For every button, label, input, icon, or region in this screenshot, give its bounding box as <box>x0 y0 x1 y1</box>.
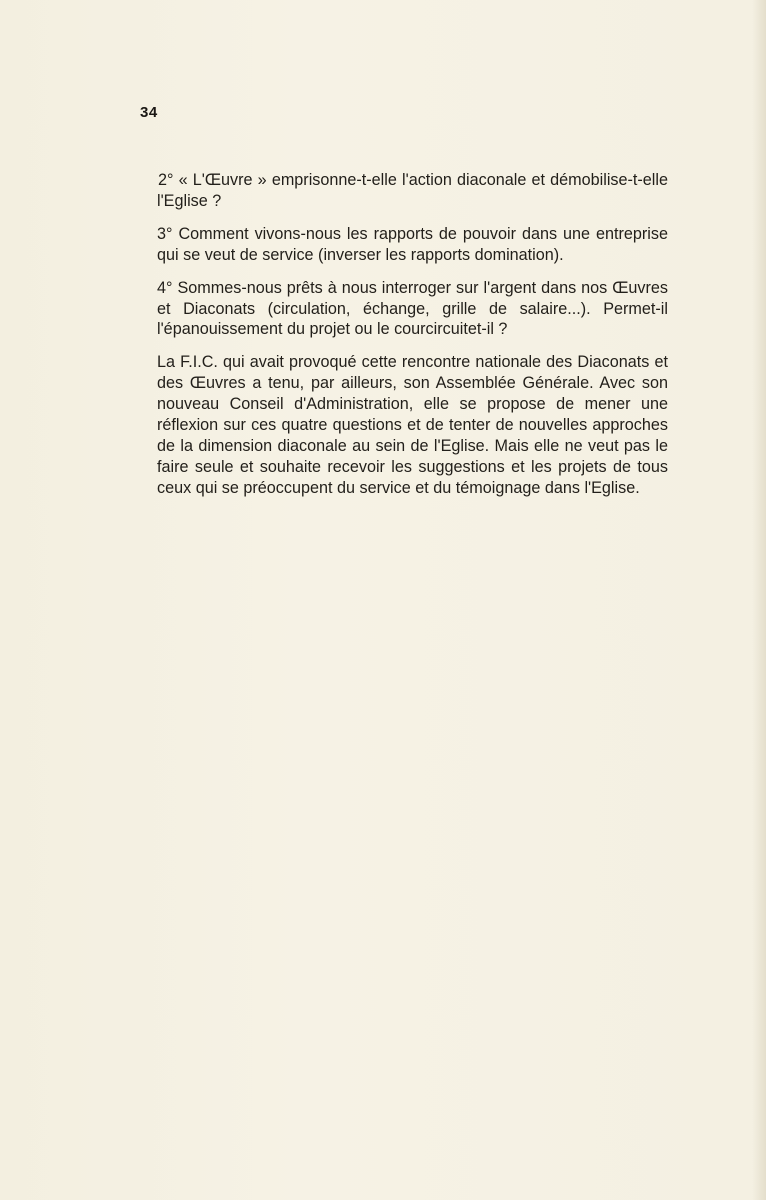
page-number: 34 <box>140 104 158 121</box>
page-edge-shadow <box>752 0 766 1200</box>
body-text <box>157 170 668 511</box>
paragraph-question-2: 2° « L'Œuvre » emprisonne-t-elle l'action diaconale et démobilise-t-elle l'Eglise ? <box>157 171 668 210</box>
paragraph-conclusion: La F.I.C. qui avait provoqué cette rencontre nationale des Diaconats et des Œuvres a tenu, par ailleurs, son Assemblée Générale. Avec son nouveau Conseil d'Administration, elle se propose de mener une réflexion sur ces quatre questions et de tenter de nouvelles approches de la dimension diaconale au sein de l'Eglise. Mais elle ne veut pas le faire seule et souhaite recevoir les suggestions et les projets de tous ceux qui se préoccupent du service et du témoignage dans l'Eglise. <box>157 353 668 497</box>
paragraph-question-3: 3° Comment vivons-nous les rapports de pouvoir dans une entreprise qui se veut de service (inverser les rapports domination). <box>157 224 668 264</box>
paragraph-question-4: 4° Sommes-nous prêts à nous interroger sur l'argent dans nos Œuvres et Diaconats (circulation, échange, grille de salaire...). Permet-il l'épanouissement du projet ou le courcircuitet-il ? <box>157 278 668 339</box>
